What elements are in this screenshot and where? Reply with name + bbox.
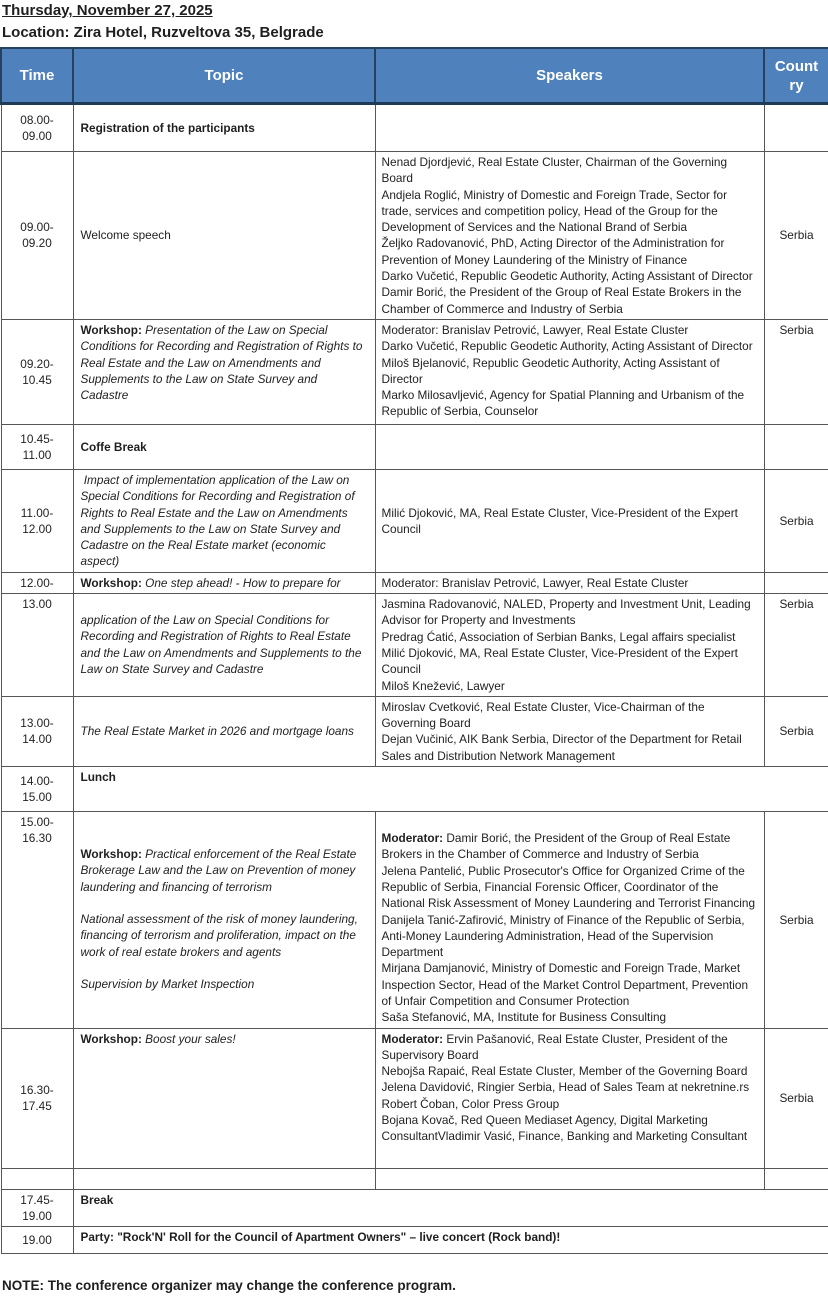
cell-time: 08.00-09.00 xyxy=(1,104,73,152)
speaker-line: Damir Borić, the President of the Group of Real Estate Brokers in the Chamber of Commerce and Industry of Serbia xyxy=(381,285,742,316)
cell-topic xyxy=(73,469,375,572)
cell-time: 12.00- xyxy=(1,572,73,593)
cell-country: Serbia xyxy=(764,152,828,320)
speaker-line: Robert Čoban, Color Press Group xyxy=(381,1096,560,1111)
cell-topic xyxy=(73,1227,828,1254)
table-row xyxy=(1,594,828,697)
topic-paragraph: The Real Estate Market in 2026 and mortgage loans xyxy=(80,724,354,739)
header-speakers: Speakers xyxy=(375,48,764,104)
speaker-line: Moderator: Branislav Petrović, Lawyer, Real Estate Cluster xyxy=(381,575,689,590)
cell-country: Serbia xyxy=(764,1028,828,1168)
speaker-line: Milić Djoković, MA, Real Estate Cluster, Vice-President of the Expert Council xyxy=(381,505,738,536)
cell-topic xyxy=(73,319,375,424)
table-row xyxy=(1,696,828,766)
header-topic: Topic xyxy=(73,48,375,104)
cell-topic xyxy=(73,152,375,320)
note-line: NOTE: The conference organizer may change the conference program. xyxy=(2,1278,456,1294)
speaker-line: Darko Vučetić, Republic Geodetic Authority, Acting Assistant of Director xyxy=(381,339,753,354)
cell-country: Serbia xyxy=(764,469,828,572)
cell-country: Serbia xyxy=(764,696,828,766)
table-row xyxy=(1,1189,828,1227)
cell-speakers xyxy=(375,319,764,424)
topic-paragraph: Workshop: One step ahead! - How to prepare for xyxy=(80,575,341,590)
speaker-line: Moderator: Ervin Pašanović, Real Estate Cluster, President of the Supervisory Board xyxy=(381,1031,728,1062)
table-row xyxy=(1,319,828,424)
topic-paragraph: National assessment of the risk of money laundering, financing of terrorism and proliferation, impact on the work of real estate brokers and agents xyxy=(80,911,358,959)
table-row xyxy=(1,1168,828,1189)
speaker-line: Predrag Ćatić, Association of Serbian Banks, Legal affairs specialist xyxy=(381,629,736,644)
table-row xyxy=(1,424,828,469)
program-table-body xyxy=(1,104,828,1254)
cell-time: 13.00-14.00 xyxy=(1,696,73,766)
speaker-line: Jelena Davidović, Ringier Serbia, Head of Sales Team at nekretnine.rs xyxy=(381,1080,750,1095)
cell-time: 17.45-19.00 xyxy=(1,1189,73,1227)
speaker-line: Miloš Knežević, Lawyer xyxy=(381,678,505,693)
cell-speakers xyxy=(375,104,764,152)
speaker-line: Mirjana Damjanović, Ministry of Domestic and Foreign Trade, Market Inspection Sector, Head of the Market Control Department, Prevention of Unfair Competition and Consumer Protection xyxy=(381,961,749,1008)
table-row xyxy=(1,767,828,812)
speaker-line: Jelena Pantelić, Public Prosecutor's Office for Organized Crime of the Republic of Serbia, Financial Forensic Officer, Coordinator of the National Risk Assessment of Money Laundering and Terrorist Financing xyxy=(381,863,756,911)
cell-topic xyxy=(73,424,375,469)
speaker-line: Marko Milosavljević, Agency for Spatial Planning and Urbanism of the Republic of Serbia, Counselor xyxy=(381,388,745,419)
cell-time: 13.00 xyxy=(1,594,73,697)
cell-speakers xyxy=(375,1168,764,1189)
cell-topic xyxy=(73,1168,375,1189)
cell-topic xyxy=(73,812,375,1029)
cell-topic xyxy=(73,594,375,697)
topic-paragraph: Impact of implementation application of the Law on Special Conditions for Recording and Registration of Rights to Real Estate and the Law on Amendments and Supplements to the Law on State Survey and Cadastre on the Real Estate market (economic aspect) xyxy=(80,472,355,569)
topic-paragraph: Welcome speech xyxy=(80,228,171,243)
cell-time: 10.45-11.00 xyxy=(1,424,73,469)
cell-speakers xyxy=(375,696,764,766)
topic-paragraph: application of the Law on Special Conditions for Recording and Registration of Rights to Real Estate and the Law on Amendments and Supplements to the Law on State Survey and Cadastre xyxy=(80,613,362,676)
speaker-line: Darko Vučetić, Republic Geodetic Authority, Acting Assistant of Director xyxy=(381,269,753,284)
topic-paragraph: Registration of the participants xyxy=(80,120,255,135)
program-table xyxy=(0,47,828,1254)
table-row xyxy=(1,104,828,152)
cell-topic xyxy=(73,767,828,812)
cell-country xyxy=(764,572,828,593)
cell-time xyxy=(1,1168,73,1189)
cell-speakers xyxy=(375,812,764,1029)
speaker-line: Dejan Vučinić, AIK Bank Serbia, Director of the Department for Retail Sales and Distribution Network Management xyxy=(381,732,742,763)
cell-speakers xyxy=(375,152,764,320)
table-row xyxy=(1,1028,828,1168)
cell-speakers xyxy=(375,469,764,572)
cell-topic xyxy=(73,1028,375,1168)
cell-speakers xyxy=(375,594,764,697)
topic-paragraph: Party: "Rock'N' Roll for the Council of Apartment Owners" – live concert (Rock band)! xyxy=(80,1230,561,1245)
header-country: Country xyxy=(764,48,828,104)
topic-paragraph: Lunch xyxy=(80,770,116,785)
cell-topic xyxy=(73,696,375,766)
topic-paragraph: Supervision by Market Inspection xyxy=(80,976,255,991)
speaker-line: Željko Radovanović, PhD, Acting Director of the Administration for Prevention of Money Laundering of the Ministry of Finance xyxy=(381,236,725,267)
speaker-line: Saša Stefanović, MA, Institute for Business Consulting xyxy=(381,1010,667,1025)
speaker-line: Jasmina Radovanović, NALED, Property and Investment Unit, Leading Advisor for Property and Investments xyxy=(381,597,751,628)
document-header xyxy=(0,0,828,42)
cell-topic xyxy=(73,1189,828,1227)
table-row xyxy=(1,469,828,572)
cell-time: 09.00-09.20 xyxy=(1,152,73,320)
topic-paragraph: Workshop: Practical enforcement of the Real Estate Brokerage Law and the Law on Prevention of money laundering and financing of terrorism xyxy=(80,847,357,894)
cell-time: 15.00-16.30 xyxy=(1,812,73,1029)
cell-country: Serbia xyxy=(764,319,828,424)
topic-paragraph: Workshop: Boost your sales! xyxy=(80,1031,236,1046)
topic-paragraph: Break xyxy=(80,1192,114,1207)
cell-time: 16.30-17.45 xyxy=(1,1028,73,1168)
speaker-line: Milić Djoković, MA, Real Estate Cluster, Vice-President of the Expert Council xyxy=(381,645,738,677)
table-header-row xyxy=(1,48,828,104)
cell-country xyxy=(764,1168,828,1189)
speaker-line: Moderator: Branislav Petrović, Lawyer, Real Estate Cluster xyxy=(381,322,689,337)
header-time: Time xyxy=(1,48,73,104)
speaker-line: Danijela Tanić-Zafirović, Ministry of Finance of the Republic of Serbia, Anti-Money Laundering Administration, Head of the Supervision Department xyxy=(381,912,745,960)
cell-speakers xyxy=(375,424,764,469)
table-row xyxy=(1,1227,828,1254)
table-row xyxy=(1,572,828,593)
cell-country: Serbia xyxy=(764,594,828,697)
speaker-line: Bojana Kovač, Red Queen Mediaset Agency, Digital Marketing ConsultantVladimir Vasić, Finance, Banking and Marketing Consultant xyxy=(381,1113,748,1144)
topic-paragraph: Workshop: Presentation of the Law on Special Conditions for Recording and Registration of Rights to Real Estate and the Law on Amendments and Supplements to the Law on State Survey and Cadastre xyxy=(80,322,363,403)
date-title: Thursday, November 27, 2025 xyxy=(2,2,213,19)
speaker-line: Miloš Bjelanović, Republic Geodetic Authority, Acting Assistant of Director xyxy=(381,355,720,386)
cell-time: 09.20-10.45 xyxy=(1,319,73,424)
cell-time: 11.00-12.00 xyxy=(1,469,73,572)
cell-time: 14.00-15.00 xyxy=(1,767,73,812)
speaker-line: Moderator: Damir Borić, the President of the Group of Real Estate Brokers in the Chamber of Commerce and Industry of Serbia xyxy=(381,831,731,862)
speaker-line: Nebojša Rapaić, Real Estate Cluster, Member of the Governing Board xyxy=(381,1064,748,1079)
location-line: Location: Zira Hotel, Ruzveltova 35, Belgrade xyxy=(2,24,324,41)
cell-speakers xyxy=(375,572,764,593)
cell-speakers xyxy=(375,1028,764,1168)
cell-country xyxy=(764,424,828,469)
cell-topic xyxy=(73,572,375,593)
speaker-line: Nenad Djordjević, Real Estate Cluster, Chairman of the Governing Board xyxy=(381,155,728,186)
topic-paragraph: Coffe Break xyxy=(80,439,147,454)
speaker-line: Andjela Roglić, Ministry of Domestic and Foreign Trade, Sector for trade, services and competition policy, Head of the Group for the Development of Services and the National Brand of Serbia xyxy=(381,187,728,235)
table-row xyxy=(1,152,828,320)
cell-time: 19.00 xyxy=(1,1227,73,1254)
cell-topic xyxy=(73,104,375,152)
cell-country: Serbia xyxy=(764,812,828,1029)
cell-country xyxy=(764,104,828,152)
table-row xyxy=(1,812,828,1029)
speaker-line: Miroslav Cvetković, Real Estate Cluster, Vice-Chairman of the Governing Board xyxy=(381,699,705,731)
